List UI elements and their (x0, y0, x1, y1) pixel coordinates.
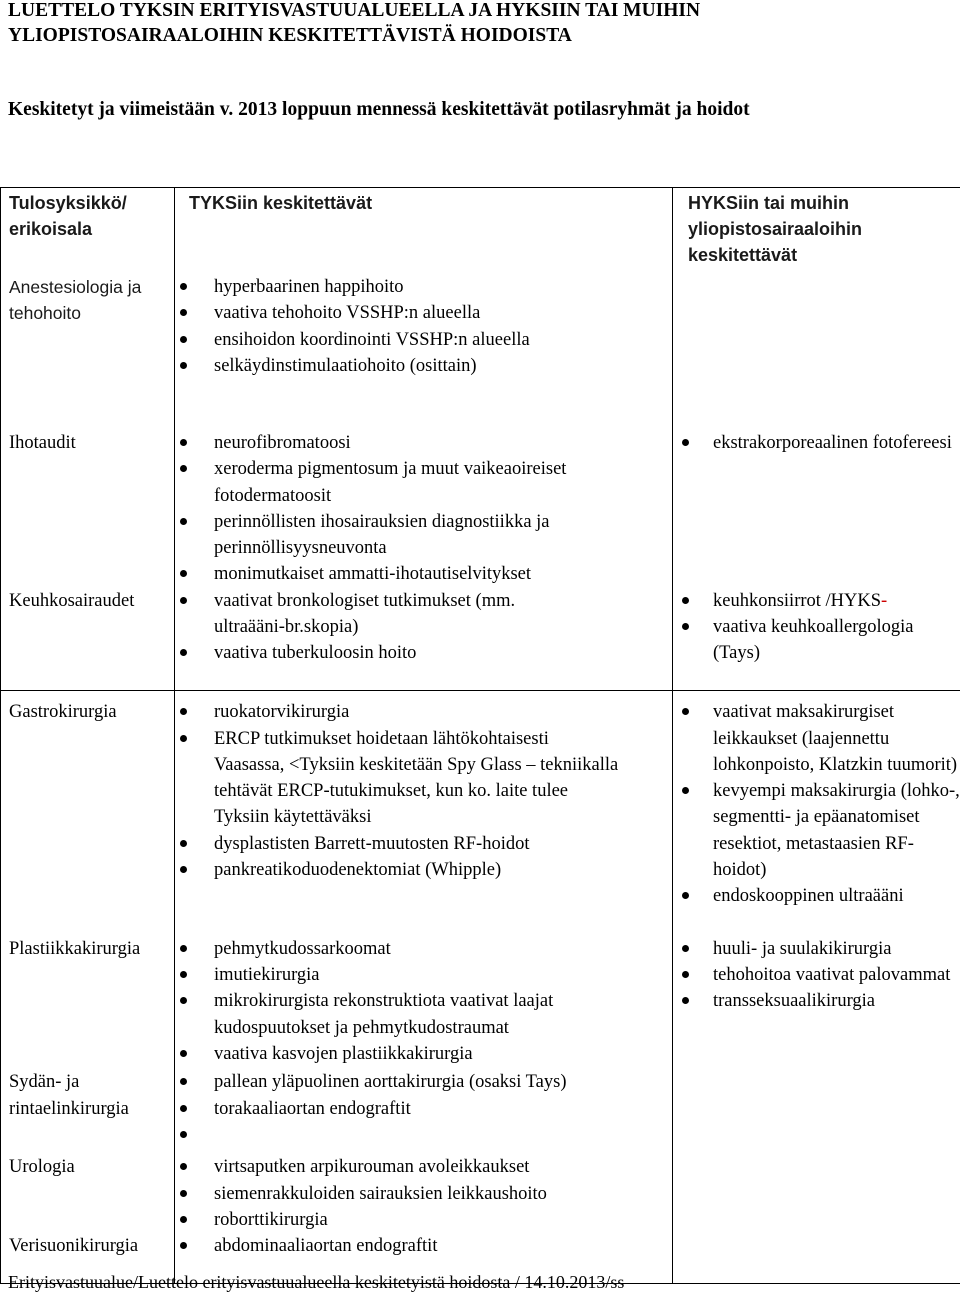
bullet-icon (682, 439, 689, 446)
hyks-list (673, 699, 960, 909)
hyks-cell (673, 588, 960, 691)
category-cell: Plastiikkakirurgia (1, 934, 175, 1067)
list-item-text: roborttikirurgia (214, 1209, 328, 1230)
list-item (175, 988, 672, 1041)
tyks-list (175, 588, 672, 667)
list-item (175, 1233, 672, 1259)
list-item-text: mikrokirurgista rekonstruktiota vaativat laajat kudospuutokset ja pehmytkudostraumat (214, 991, 554, 1038)
bullet-icon (180, 708, 187, 715)
header-hyks: HYKSiin tai muihin yliopistosairaaloihin keskitettävät (673, 188, 960, 269)
list-item-text: imutiekirurgia (214, 965, 320, 986)
list-item (175, 327, 672, 353)
list-item-text: vaativa keuhkoallergologia (Tays) (713, 617, 914, 664)
list-item-text: hyperbaarinen happihoito (214, 277, 404, 297)
bullet-icon (180, 309, 187, 316)
category-cell: Gastrokirurgia (1, 691, 175, 934)
list-item (175, 831, 620, 857)
list-item (673, 988, 960, 1014)
list-item (175, 588, 672, 641)
list-item (175, 640, 672, 666)
table-row (1, 268, 960, 412)
tyks-list (175, 1069, 672, 1148)
list-item (673, 430, 960, 456)
list-item (175, 1154, 672, 1180)
hyks-cell (673, 1152, 960, 1233)
document-title: LUETTELO TYKSIN ERITYISVASTUUALUEELLA JA HYKSIIN TAI MUIHIN YLIOPISTOSAIRAALOIHIN KESKITETTÄVISTÄ HOIDOISTA (8, 0, 701, 46)
list-item-text: siemenrakkuloiden sairauksien leikkaushoito (214, 1183, 547, 1204)
list-item-text: selkäydinstimulaatiohoito (osittain) (214, 355, 477, 376)
list-item (175, 1207, 672, 1233)
list-item (175, 456, 672, 509)
list-item (673, 614, 960, 667)
list-item (673, 883, 960, 909)
hyks-cell (673, 1067, 960, 1152)
category-cell: Anestesiologia ja tehohoito (1, 268, 175, 412)
category-cell: Sydän- ja rintaelinkirurgia (1, 1067, 175, 1152)
category-cell: Urologia (1, 1152, 175, 1233)
list-item-text: vaativa tehohoito VSSHP:n alueella (214, 303, 481, 324)
bullet-icon (180, 1242, 187, 1249)
bullet-icon (180, 439, 187, 446)
header-tyks (175, 188, 673, 269)
list-item (673, 699, 960, 778)
header-unit: Tulosyksikkö/ erikoisala (1, 188, 175, 269)
list-item (673, 588, 960, 614)
bullet-icon (180, 735, 187, 742)
hyks-cell (673, 412, 960, 588)
list-item (175, 726, 620, 831)
list-item (673, 962, 960, 988)
bullet-icon (180, 971, 187, 978)
tyks-list (175, 936, 672, 1067)
bullet-icon (180, 1190, 187, 1197)
bullet-icon (682, 623, 689, 630)
list-item-text: pallean yläpuolinen aorttakirurgia (osaksi Tays) (214, 1072, 567, 1093)
table-row (1, 1067, 960, 1152)
bullet-icon (180, 283, 187, 290)
list-item (175, 1096, 672, 1122)
list-item (673, 936, 960, 962)
list-item-text: ensihoidon koordinointi VSSHP:n alueella (214, 329, 530, 350)
table-row (1, 934, 960, 1067)
tyks-list (175, 1233, 672, 1259)
bullet-icon (180, 1216, 187, 1223)
red-dash-mark: - (881, 590, 888, 611)
list-item (175, 353, 672, 379)
list-item-text: endoskooppinen ultraääni (713, 886, 904, 907)
list-item-text: transseksuaalikirurgia (713, 991, 876, 1012)
list-item-text: vaativat maksakirurgiset leikkaukset (laajennettu lohkonpoisto, Klatzkin tuumorit) (713, 702, 958, 775)
bullet-icon (180, 362, 187, 369)
list-item-text: vaativa kasvojen plastiikkakirurgia (214, 1043, 473, 1064)
tyks-cell (175, 268, 673, 412)
tyks-cell (175, 691, 673, 934)
list-item (175, 274, 672, 300)
list-item-text: keuhkonsiirrot /HYKS (713, 590, 882, 611)
header-tyks-label: TYKSiin keskitettävät (189, 193, 373, 213)
hyks-cell (673, 691, 960, 934)
list-item (175, 857, 620, 883)
list-item (175, 962, 672, 988)
list-item-text: kevyempi maksakirurgia (lohko-, segmentti- ja epäanatomiset resektiot, metastaasien RF-hoidot) (713, 781, 960, 881)
bullet-icon (180, 1163, 187, 1170)
bullet-icon (180, 840, 187, 847)
bullet-icon (180, 649, 187, 656)
bullet-icon (180, 518, 187, 525)
tyks-cell (175, 1152, 673, 1233)
bullet-icon (180, 570, 187, 577)
tyks-cell (175, 1067, 673, 1152)
table-row (1, 691, 960, 934)
category-cell: Verisuonikirurgia (1, 1233, 175, 1283)
list-item-text: neurofibromatoosi (214, 433, 351, 453)
list-item-text: perinnöllisten ihosairauksien diagnostiikka ja perinnöllisyysneuvonta (214, 511, 550, 559)
tyks-cell (175, 412, 673, 588)
hyks-list (673, 588, 960, 667)
list-item-text: xeroderma pigmentosum ja muut vaikeaoireiset fotodermatoosit (214, 459, 567, 506)
list-item (175, 1041, 672, 1067)
category-cell: Keuhkosairaudet (1, 588, 175, 691)
list-item-text: abdominaaliaortan endograftit (214, 1236, 438, 1257)
bullet-icon (180, 997, 187, 1004)
hyks-list (673, 430, 960, 456)
tyks-list (175, 274, 672, 379)
bullet-icon (682, 945, 689, 952)
hyks-cell (673, 934, 960, 1067)
bullet-icon (180, 336, 187, 343)
bullet-icon (180, 1105, 187, 1112)
bullet-icon (682, 597, 689, 604)
bullet-icon (180, 597, 187, 604)
document-subtitle: Keskitetyt ja viimeistään v. 2013 loppuun mennessä keskitettävät potilasryhmät ja hoidot (8, 99, 750, 120)
list-item-text: pankreatikoduodenektomiat (Whipple) (214, 860, 502, 881)
list-item-text: huuli- ja suulakikirurgia (713, 938, 892, 959)
list-item-text: tehohoitoa vaativat palovammat (713, 965, 951, 986)
bullet-icon (682, 787, 689, 794)
list-item (175, 1069, 672, 1095)
tyks-cell (175, 588, 673, 691)
list-item-text: ekstrakorporeaalinen fotofereesi (713, 433, 952, 453)
bullet-icon (180, 866, 187, 873)
hyks-cell (673, 268, 960, 412)
list-item-text: torakaaliaortan endograftit (214, 1098, 411, 1119)
hyks-cell (673, 1233, 960, 1283)
bullet-icon (180, 1131, 187, 1138)
bullet-icon (682, 892, 689, 899)
document-footer: Erityisvastuualue/Luettelo erityisvastuualueella keskitetyistä hoidosta / 14.10.2013/ss (8, 1272, 625, 1292)
list-item (175, 699, 620, 725)
list-item (673, 778, 960, 883)
list-item-text: monimutkaiset ammatti-ihotautiselvitykset (214, 564, 532, 585)
list-item (175, 936, 672, 962)
bullet-icon (180, 465, 187, 472)
list-item (175, 1122, 672, 1148)
list-item-text: dysplastisten Barrett-muutosten RF-hoidot (214, 833, 530, 854)
bullet-icon (180, 1078, 187, 1085)
category-cell: Ihotaudit (1, 412, 175, 588)
bullet-icon (180, 945, 187, 952)
list-item-text: pehmytkudossarkoomat (214, 938, 391, 959)
list-item-text: ruokatorvikirurgia (214, 702, 350, 723)
list-item (175, 430, 672, 456)
table-header-row (1, 188, 960, 269)
hyks-list (673, 936, 960, 1015)
centralized-care-table (0, 187, 960, 1284)
bullet-icon (180, 1050, 187, 1057)
bullet-icon (682, 971, 689, 978)
table-row (1, 588, 960, 691)
list-item (175, 1181, 672, 1207)
list-item (175, 561, 672, 587)
table-row (1, 1152, 960, 1233)
list-item-text: vaativat bronkologiset tutkimukset (mm. ultraääni-br.skopia) (214, 590, 516, 638)
tyks-cell (175, 934, 673, 1067)
table-row (1, 412, 960, 588)
list-item-text: ERCP tutkimukset hoidetaan lähtökohtaisesti Vaasassa, <Tyksiin keskitetään Spy Glass – tekniikalla tehtävät ERCP-tutukimukset, kun ko. laite tulee Tyksiin käytettäväksi (214, 728, 619, 828)
list-item (175, 300, 672, 326)
list-item-text: virtsaputken arpikurouman avoleikkaukset (214, 1157, 530, 1178)
list-item-text: vaativa tuberkuloosin hoito (214, 643, 417, 664)
tyks-list (175, 430, 672, 588)
bullet-icon (682, 997, 689, 1004)
list-item (175, 509, 672, 562)
bullet-icon (682, 708, 689, 715)
tyks-list (175, 699, 620, 883)
tyks-list (175, 1154, 672, 1233)
